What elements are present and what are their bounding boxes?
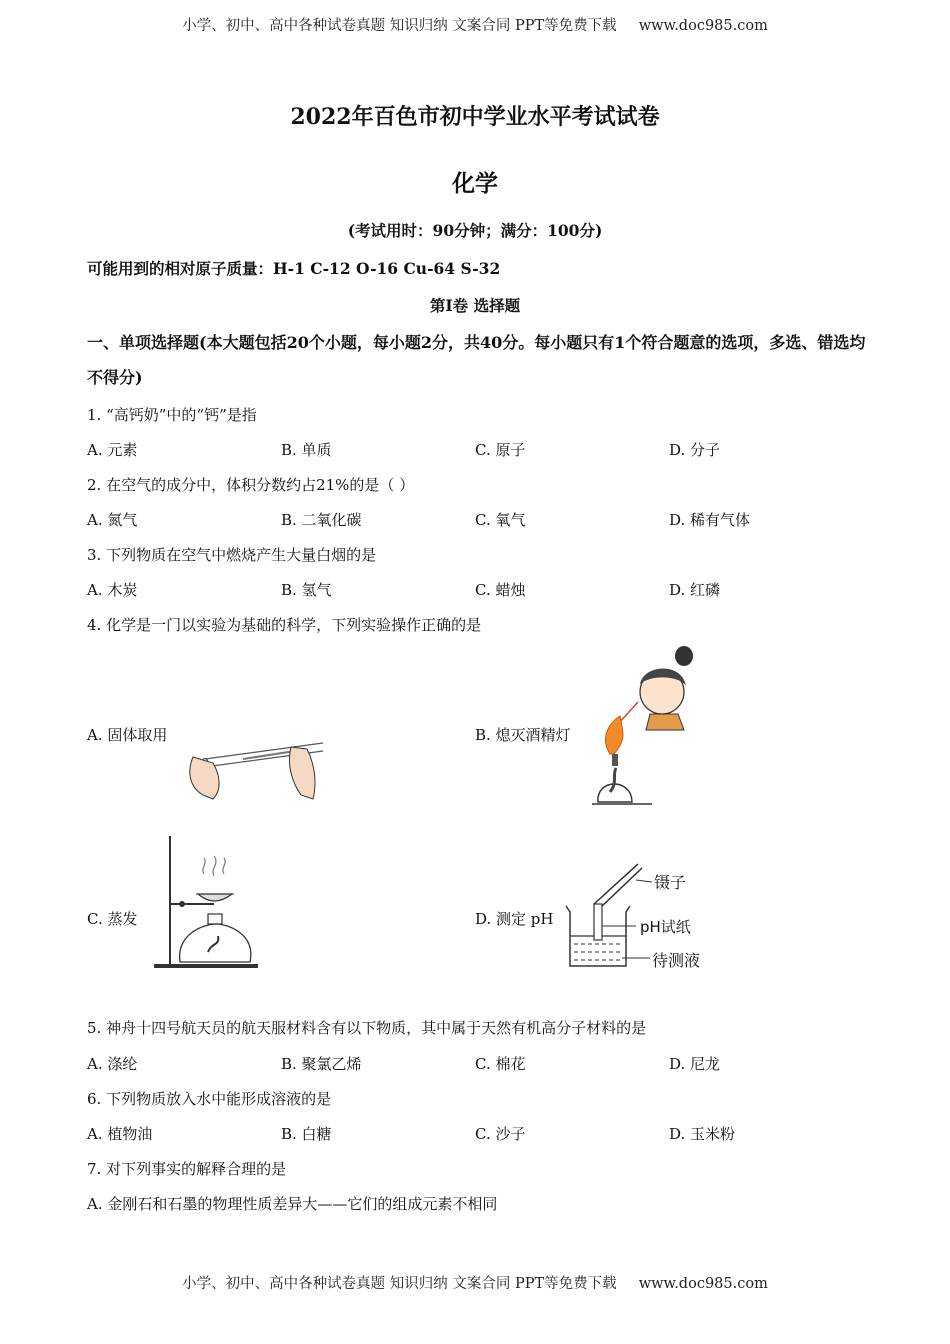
- q5-option-d: D. 尼龙: [669, 1055, 721, 1073]
- q6-option-c: C. 沙子: [475, 1125, 526, 1143]
- q2-option-c: C. 氧气: [475, 511, 526, 529]
- q1-option-d: D. 分子: [669, 441, 721, 459]
- q3-option-d: D. 红磷: [669, 581, 721, 599]
- q1-option-a: A. 元素: [87, 441, 138, 459]
- label-ph-paper: pH试纸: [640, 918, 691, 936]
- section-heading: 一、单项选择题(本大题包括20个小题，每小题2分，共40分。每小题只有1个符合题意的选项，多选、错选均不得分): [87, 333, 866, 387]
- subject-title: 化学: [452, 170, 498, 197]
- q6-option-d: D. 玉米粉: [669, 1125, 736, 1143]
- page-title: 2022年百色市初中学业水平考试试卷: [290, 104, 660, 130]
- banner-text: 小学、初中、高中各种试卷真题 知识归纳 文案合同 PPT等免费下载: [182, 18, 617, 34]
- q2-option-d: D. 稀有气体: [669, 511, 751, 529]
- question-4: 4. 化学是一门以实验为基础的科学，下列实验操作正确的是: [87, 616, 482, 634]
- question-6: 6. 下列物质放入水中能形成溶液的是: [87, 1090, 332, 1108]
- part-title: 第Ⅰ卷 选择题: [429, 296, 521, 315]
- q5-option-a: A. 涤纶: [87, 1055, 138, 1073]
- atomic-masses: 可能用到的相对原子质量：H-1 C-12 O-16 Cu-64 S-32: [87, 259, 501, 278]
- q5-option-b: B. 聚氯乙烯: [281, 1055, 362, 1073]
- banner-site[interactable]: www.doc985.com: [638, 18, 768, 34]
- q7-option-a: A. 金刚石和石墨的物理性质差异大——它们的组成元素不相同: [87, 1195, 498, 1213]
- q1-option-b: B. 单质: [281, 441, 332, 459]
- q4-option-c: C. 蒸发: [87, 910, 138, 928]
- q6-option-a: A. 植物油: [87, 1125, 153, 1143]
- solid-taking-figure: [183, 733, 328, 803]
- q4-option-a: A. 固体取用: [87, 726, 168, 744]
- q3-option-a: A. 木炭: [87, 581, 138, 599]
- bottom-banner: [0, 1272, 950, 1293]
- banner-text: 小学、初中、高中各种试卷真题 知识归纳 文案合同 PPT等免费下载: [182, 1276, 617, 1292]
- question-1: 1. “高钙奶”中的“钙”是指: [87, 406, 257, 424]
- q1-option-c: C. 原子: [475, 441, 526, 459]
- extinguish-lamp-figure: [592, 642, 702, 810]
- q4-option-b: B. 熄灭酒精灯: [475, 726, 571, 744]
- question-7: 7. 对下列事实的解释合理的是: [87, 1160, 287, 1178]
- ph-test-figure: [558, 860, 718, 975]
- q3-option-c: C. 蜡烛: [475, 581, 526, 599]
- q6-option-b: B. 白糖: [281, 1125, 332, 1143]
- q2-option-b: B. 二氧化碳: [281, 511, 362, 529]
- q4-option-d: D. 测定 pH: [475, 910, 554, 928]
- q5-option-c: C. 棉花: [475, 1055, 526, 1073]
- question-3: 3. 下列物质在空气中燃烧产生大量白烟的是: [87, 546, 377, 564]
- banner-site[interactable]: www.doc985.com: [638, 1276, 768, 1292]
- top-banner: [0, 14, 950, 35]
- q2-option-a: A. 氮气: [87, 511, 138, 529]
- q3-option-b: B. 氢气: [281, 581, 332, 599]
- evaporation-figure: [150, 834, 260, 970]
- exam-info: (考试用时：90分钟；满分：100分): [347, 221, 603, 240]
- question-2: 2. 在空气的成分中，体积分数约占21%的是（ ）: [87, 476, 415, 494]
- label-tweezers: 镊子: [654, 873, 687, 892]
- label-solution: 待测液: [652, 951, 701, 970]
- question-5: 5. 神舟十四号航天员的航天服材料含有以下物质，其中属于天然有机高分子材料的是: [87, 1019, 647, 1037]
